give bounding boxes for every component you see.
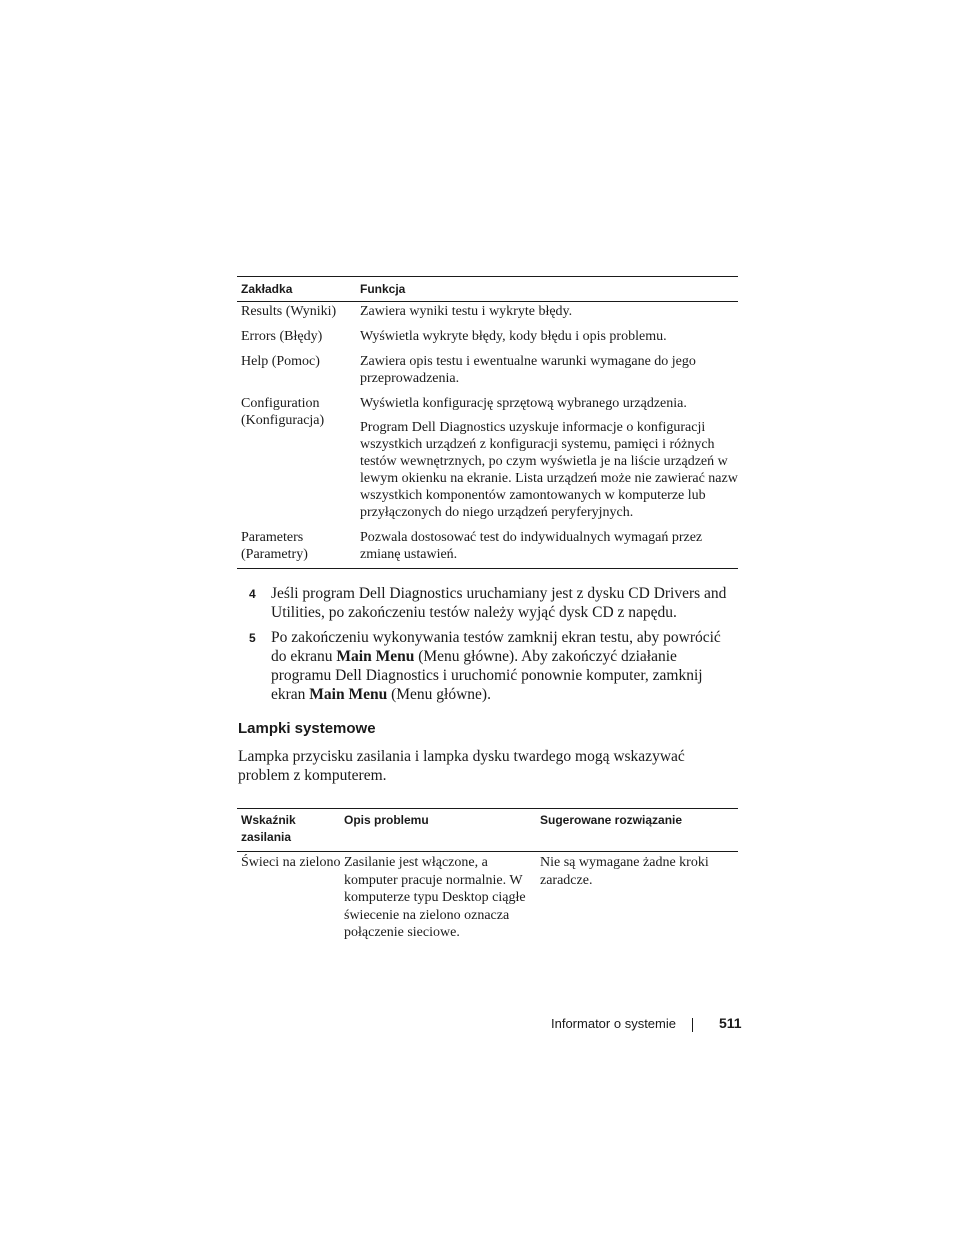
table-row xyxy=(237,328,738,345)
function-text: Wyświetla konfigurację sprzętową wybranego urządzenia. xyxy=(360,396,687,411)
function-text: Pozwala dostosować test do indywidualnych wymagań przez zmianę ustawień. xyxy=(360,530,703,562)
function-text: Wyświetla wykryte błędy, kody błędu i opis problemu. xyxy=(360,329,667,344)
tab-name: Parameters (Parametry) xyxy=(241,530,308,562)
table-header-row xyxy=(237,277,738,301)
header-solution: Sugerowane rozwiązanie xyxy=(540,813,683,827)
step-number: 4 xyxy=(249,587,256,601)
footer-separator xyxy=(692,1018,693,1032)
menu-name: Main Menu xyxy=(309,686,388,703)
step-number: 5 xyxy=(249,631,256,645)
step-4 xyxy=(249,584,739,622)
table-row xyxy=(237,353,738,387)
tab-function xyxy=(360,328,738,345)
tab-function xyxy=(360,529,738,563)
tab-function xyxy=(360,303,738,320)
step-text xyxy=(271,628,739,704)
diagnostics-tabs-table xyxy=(237,276,738,569)
section-heading: Lampki systemowe xyxy=(238,720,376,737)
tab-name: Results (Wyniki) xyxy=(241,304,337,319)
function-text: Program Dell Diagnostics uzyskuje informacje o konfiguracji wszystkich urządzeń z konfiguracji systemu, pamięci i różnych testów wewnętrznych, po czym wyświetla je na liście urządzeń w lewym okienku na ekranie. Lista urządzeń może nie zawierać nazw wszystkich komponentów zamontowanych w komputerze lub przyłączonych do niego urządzeń peryferyjnych. xyxy=(360,420,738,520)
footer-title: Informator o systemie xyxy=(551,1016,676,1031)
step-5 xyxy=(249,628,739,704)
function-text: Zawiera wyniki testu i wykryte błędy. xyxy=(360,304,573,319)
power-light-table xyxy=(237,808,738,942)
indicator-state: Świeci na zielono xyxy=(241,855,341,870)
table-header-rule xyxy=(237,301,738,302)
function-text: Zawiera opis testu i ewentualne warunki wymagane do jego przeprowadzenia. xyxy=(360,354,696,386)
header-function: Funkcja xyxy=(360,282,406,296)
step-text-part: (Menu główne). Aby zakończyć działanie programu Dell Diagnostics i uruchomić ponownie komputer, zamknij ekran xyxy=(271,648,703,703)
tab-function xyxy=(360,353,738,387)
page-number: 511 xyxy=(719,1015,742,1031)
table-header-row xyxy=(237,809,738,851)
suggested-solution: Nie są wymagane żadne kroki zaradcze. xyxy=(540,855,709,888)
header-problem: Opis problemu xyxy=(344,813,429,827)
step-text-part: (Menu główne). xyxy=(387,686,491,703)
table-row xyxy=(237,303,738,320)
tab-name: Help (Pomoc) xyxy=(241,354,320,369)
table-row xyxy=(237,529,738,563)
section-intro: Lampka przycisku zasilania i lampka dysku twardego mogą wskazywać problem z komputerem. xyxy=(238,748,685,784)
header-indicator: Wskaźnik zasilania xyxy=(241,813,296,844)
tab-name: Configuration (Konfiguracja) xyxy=(241,396,325,428)
step-text-part: Po zakończeniu wykonywania testów zamknij ekran testu, aby powrócić do ekranu xyxy=(271,629,721,665)
step-text: Jeśli program Dell Diagnostics uruchamiany jest z dysku CD Drivers and Utilities, po zakończeniu testów należy wyjąć dysk CD z napędu. xyxy=(271,585,727,621)
table-row xyxy=(237,395,738,521)
tab-name: Errors (Błędy) xyxy=(241,329,323,344)
table-row xyxy=(237,852,738,942)
table-bottom-rule xyxy=(237,568,738,569)
menu-name: Main Menu xyxy=(336,648,415,665)
header-tab: Zakładka xyxy=(241,282,293,296)
tab-function xyxy=(360,395,738,521)
problem-description: Zasilanie jest włączone, a komputer pracuje normalnie. W komputerze typu Desktop ciągłe świecenie na zielono oznacza połączenie sieciowe. xyxy=(344,855,526,940)
